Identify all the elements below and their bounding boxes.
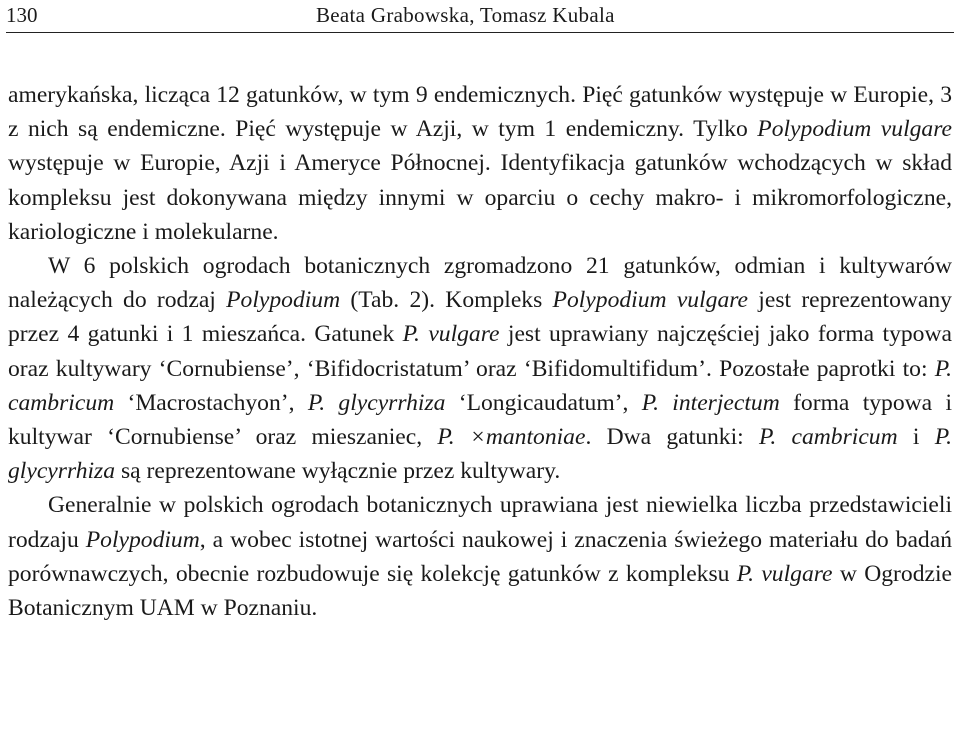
text-run: (Tab. 2). Kompleks (340, 287, 553, 314)
taxon-name: P. glycyrrhiza (307, 389, 446, 416)
taxon-name: Polypodium (85, 526, 200, 553)
taxon-name: P. vulgare (402, 321, 500, 348)
taxon-name: P. cambricum (8, 355, 952, 416)
taxon-name: Polypodium (226, 287, 341, 314)
taxon-name: P. cambricum (758, 424, 898, 451)
text-run: są reprezentowane wyłącznie przez kultywary. (115, 458, 561, 485)
text-run: amerykańska, licząca 12 gatunków, w tym 9 endemicznych. Pięć gatunków występuje w Europie, 3 z nich są endemiczne. Pięć występuje w Azji, w tym 1 endemiczny. Tylko (8, 82, 952, 143)
taxon-name: P. ×mantoniae (437, 424, 586, 451)
text-run: jest uprawiany najczęściej jako forma typowa oraz kultywary ‘Cornubiense’, ‘Bifidocristatum’ oraz ‘Bifidomultifidum’. Pozostałe paprotki to: (8, 321, 952, 382)
running-head-authors: Beata Grabowska, Tomasz Kubala (316, 3, 615, 27)
text-run: ‘Macrostachyon’, (114, 389, 308, 416)
text-run: i (897, 424, 935, 451)
taxon-name: P. interjectum (641, 389, 780, 416)
paragraph-2 (8, 249, 952, 488)
taxon-name: Polypodium vulgare (757, 116, 952, 143)
text-run: Generalnie w polskich ogrodach botanicznych uprawiana jest niewielka liczba przedstawicieli rodzaju (8, 492, 952, 553)
taxon-name: P. glycyrrhiza (8, 424, 952, 485)
text-run: . Dwa gatunki: (585, 424, 759, 451)
page-number: 130 (6, 3, 38, 27)
text-run: występuje w Europie, Azji i Ameryce Północnej. Identyfikacja gatunków wchodzących w skład kompleksu jest dokonywana między innymi w oparciu o cechy makro- i mikromorfologiczne, kariologiczne i molekularne. (8, 150, 952, 245)
body-text (8, 78, 952, 625)
paragraph-1 (8, 78, 952, 249)
text-run: ‘Longicaudatum’, (445, 389, 642, 416)
text-run: , a wobec istotnej wartości naukowej i znaczenia świeżego materiału do badań porównawczych, obecnie rozbudowuje się kolekcję gatunków z kompleksu (8, 526, 952, 587)
text-run: jest reprezentowany przez 4 gatunki i 1 mieszańca. Gatunek (8, 287, 952, 348)
taxon-name: Polypodium vulgare (552, 287, 749, 314)
text-run: w Ogrodzie Botanicznym UAM w Poznaniu. (8, 560, 952, 622)
paragraph-3 (8, 488, 952, 625)
text-run: forma typowa i kultywar ‘Cornubiense’ oraz mieszaniec, (8, 389, 953, 451)
text-run: W 6 polskich ogrodach botanicznych zgromadzono 21 gatunków, odmian i kultywarów należących do rodzaj (8, 253, 952, 314)
page-header (6, 0, 954, 33)
taxon-name: P. vulgare (736, 560, 833, 587)
